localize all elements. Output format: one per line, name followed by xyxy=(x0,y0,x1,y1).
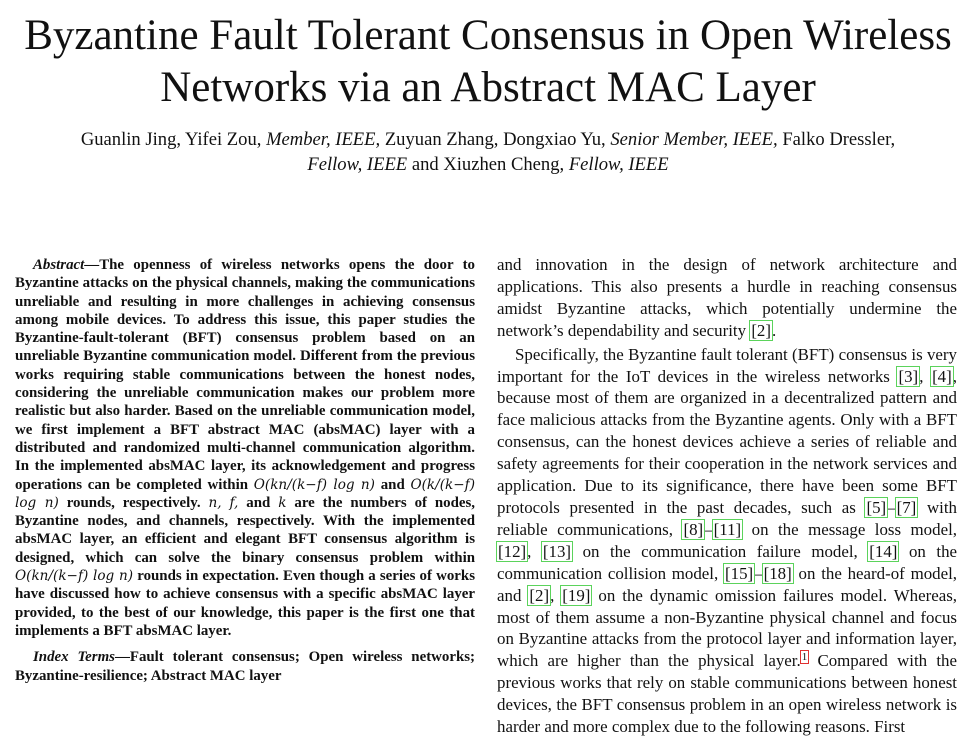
abstract-text-4: and xyxy=(246,494,271,511)
body-text: , xyxy=(919,366,924,386)
body-text: – xyxy=(704,519,713,539)
abstract-text-6: rounds in expectation. Even though a series of works have discussed how to achieve consensus with a specific absMAC layer provided, to the best of our knowledge, this paper is the first one that implements a BFT absMAC layer. xyxy=(15,568,475,639)
right-column xyxy=(497,254,957,738)
abstract-text-2: and xyxy=(380,476,405,493)
paper-title: Byzantine Fault Tolerant Consensus in Open Wireless Networks via an Abstract MAC Layer xyxy=(24,12,952,111)
math-var-n: n, xyxy=(208,494,222,511)
citation-link-8[interactable]: [8] xyxy=(683,519,704,539)
body-text: on the communication failure model, xyxy=(582,541,858,561)
footnote-link-1[interactable]: 1 xyxy=(801,650,808,663)
body-text: , xyxy=(550,585,555,605)
math-var-k: k xyxy=(278,494,287,511)
math-complexity-ack: O(kn/(k−f) log n) xyxy=(253,476,375,493)
abstract-paragraph xyxy=(15,256,475,640)
body-text: – xyxy=(887,497,896,517)
abstract-text-1: —The openness of wireless networks opens the door to Byzantine attacks on the physical channels, making the communications unreliable and resulting in more challenges in achieving consensus among mobile devices. To address this issue, this paper studies the Byzantine-fault-tolerant (BFT) consensus problem based on an unreliable Byzantine communication model. Different from the previous works requiring stable communications between the honest nodes, considering the unreliable communication makes our problem more realistic but also harder. Based on the unreliable communication model, we first implement a BFT abstract MAC (absMAC) layer with a distributed and randomized multi-channel communication algorithm. In the implemented absMAC layer, its acknowledgement and progress operations can be completed within xyxy=(15,257,475,493)
author-affiliation-1: Member, IEEE, xyxy=(266,129,381,150)
body-text: – xyxy=(754,563,763,583)
citation-link-3[interactable]: [3] xyxy=(898,366,919,386)
author-names-3: Falko Dressler, xyxy=(782,129,896,150)
body-text: on the communication collision model, xyxy=(497,541,958,583)
math-complexity-consensus: O(kn/(k−f) log n) xyxy=(15,568,134,585)
body-text: Compared with the previous works that rely on stable communications between honest devices, the BFT consensus problem in an open wireless network is harder and more complex due to the following reasons. First xyxy=(497,651,958,737)
citation-link-5[interactable]: [5] xyxy=(866,497,887,517)
abstract-label: Abstract xyxy=(33,257,85,273)
citation-link-18[interactable]: [18] xyxy=(763,563,792,583)
index-terms-text: —Fault tolerant consensus; Open wireless networks; Byzantine-resilience; Abstract MAC layer xyxy=(15,649,475,684)
index-terms-paragraph xyxy=(15,648,475,685)
author-names-2: Zuyuan Zhang, Dongxiao Yu, xyxy=(384,129,606,150)
abstract-text-3: rounds, respectively. xyxy=(66,494,201,511)
body-text: . xyxy=(772,320,777,340)
author-affiliation-4: Fellow, IEEE xyxy=(568,154,669,175)
citation-link-7[interactable]: [7] xyxy=(896,497,917,517)
body-text: on the heard-of model, and xyxy=(497,563,958,605)
citation-link-2b[interactable]: [2] xyxy=(529,585,550,605)
author-names-4: and Xiuzhen Cheng, xyxy=(411,154,565,175)
citation-link-13[interactable]: [13] xyxy=(542,541,572,561)
citation-link-12[interactable]: [12] xyxy=(498,541,527,561)
citation-link-4[interactable]: [4] xyxy=(932,366,952,386)
citation-link-11[interactable]: [11] xyxy=(713,519,742,539)
body-text: , xyxy=(527,541,532,561)
body-text: and innovation in the design of network architecture and applications. This also presents a hurdle in reaching consensus amidst Byzantine attacks, which potentially undermine the network’s dependability and security xyxy=(497,255,957,340)
abstract-section xyxy=(15,256,475,685)
citation-link-14[interactable]: [14] xyxy=(869,541,898,561)
author-affiliation-3: Fellow, IEEE xyxy=(307,154,408,175)
author-affiliation-2: Senior Member, IEEE, xyxy=(610,129,778,150)
body-text: , because most of them are organized in a decentralized pattern and face malicious attacks from the Byzantine agents. Only with a BFT consensus, can the honest devices achieve a series of reliable and safety agreements for their cooperation in the network services and application. Due to its significance, there have been some BFT protocols presented in the past decades, such as xyxy=(497,366,957,517)
author-names-1: Guanlin Jing, Yifei Zou, xyxy=(80,129,262,150)
math-var-f: f, xyxy=(229,494,239,511)
body-text: on the dynamic omission failures model. Whereas, most of them assume a non-Byzantine physical channel and focus on Byzantine attacks from the protocol layer and information layer, which are higher than the physical layer. xyxy=(497,585,958,671)
body-text: with reliable communications, xyxy=(497,497,957,539)
citation-link-19[interactable]: [19] xyxy=(562,585,591,605)
math-complexity-progress: O(k/(k−f) log n) xyxy=(15,476,475,511)
intro-paragraph-1 xyxy=(497,254,957,342)
citation-link-15[interactable]: [15] xyxy=(725,563,754,583)
body-text: on the message loss model, xyxy=(751,519,957,539)
citation-link-2[interactable]: [2] xyxy=(751,320,772,340)
index-terms-label: Index Terms xyxy=(33,649,115,666)
abstract-text-5: are the numbers of nodes, Byzantine nodes, and channels, respectively. With the implemented absMAC layer, an efficient and elegant BFT consensus algorithm is designed, which can solve the binary consensus problem within xyxy=(15,494,475,566)
intro-paragraph-2 xyxy=(497,344,957,738)
body-text: Specifically, the Byzantine fault tolerant (BFT) consensus is very important for the IoT devices in the wireless networks xyxy=(497,344,957,386)
author-list xyxy=(60,127,916,177)
